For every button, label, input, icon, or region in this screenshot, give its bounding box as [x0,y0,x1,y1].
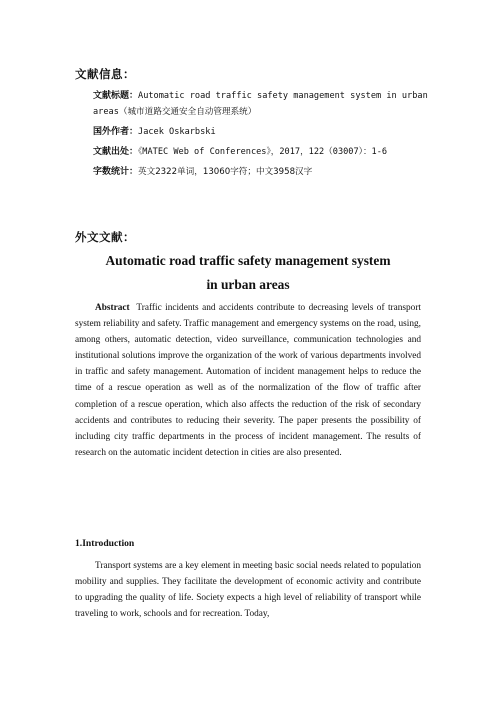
meta-count-value: 英文2322单词，13060字符；中文3958汉字 [138,167,313,177]
meta-author-value: Jacek Oskarbski [138,127,216,137]
abstract-paragraph [75,300,421,461]
meta-source-label: 文献出处： [93,147,139,157]
meta-title [93,88,428,120]
meta-source-value: 《MATEC Web of Conferences》，2017，122（03007）：1-6 [138,147,388,157]
meta-count [93,164,428,180]
abstract-text: Traffic incidents and accidents contribute to decreasing levels of transport system reliability and safety. Traffic management and emergency systems on the road, using, among others, automatic detection, video surveillance, communication technologies and institutional solutions improve the organization of the work of various departments involved in traffic and safety management. Automation of incident management helps to reduce the time of a rescue operation as well as of the normalization of the flow of traffic after completion of a rescue operation, which also affects the reduction of the risk of secondary accidents and contributes to reducing their severity. The paper presents the possibility of including city traffic departments in the process of incident management. The results of research on the automatic incident detection in cities are also presented. [75,303,421,458]
meta-title-value: Automatic road traffic safety management system in urban areas（城市道路交通安全自动管理系统） [93,91,428,117]
meta-author-label: 国外作者： [93,127,139,137]
paper-title-line-1: Automatic road traffic safety management system [105,253,391,268]
info-heading: 文献信息： [75,67,135,81]
meta-author [93,124,428,140]
paper-title-line-2: in urban areas [206,277,290,292]
meta-source [93,144,428,160]
meta-title-label: 文献标题： [93,91,139,101]
foreign-heading: 外文文献： [75,230,135,244]
meta-count-label: 字数统计： [93,167,139,177]
intro-heading: 1.Introduction [75,538,135,549]
abstract-label: Abstract [95,303,130,313]
intro-paragraph: Transport systems are a key element in meeting basic social needs related to population mobility and supplies. They facilitate the development of economic activity and contribute to upgrading the quality of life. Society expects a high level of reliability of transport while traveling to work, schools and for recreation. Today, [75,561,421,620]
